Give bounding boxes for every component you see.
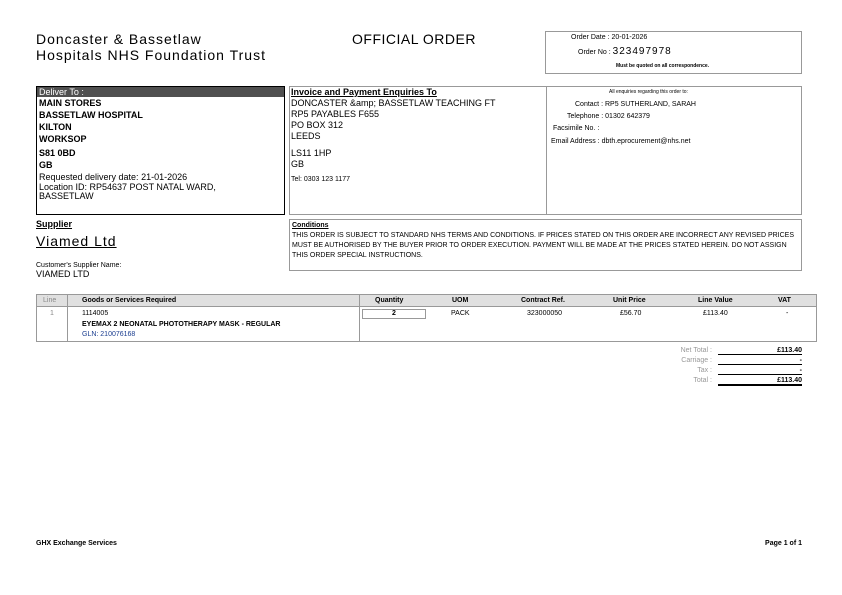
row-line-number: 1 <box>50 310 54 317</box>
row-contract-ref: 323000050 <box>527 310 563 317</box>
supplier-label: Supplier <box>36 219 73 229</box>
net-total-row <box>640 347 802 357</box>
order-details-box <box>545 31 802 74</box>
row-description: EYEMAX 2 NEONATAL PHOTOTHERAPY MASK - REGULAR <box>82 321 281 328</box>
conditions-box <box>289 219 802 271</box>
trust-name-line1: Doncaster & Bassetlaw <box>36 31 202 47</box>
deliver-line: WORKSOP <box>39 134 87 144</box>
order-items-table <box>36 294 817 342</box>
tax-row <box>640 367 802 377</box>
invoice-postcode: LS11 1HP <box>291 148 332 158</box>
row-unit-price: £56.70 <box>620 310 642 317</box>
footer-provider: GHX Exchange Services <box>36 540 117 547</box>
invoice-telephone: Tel: 0303 123 1177 <box>291 176 351 183</box>
invoice-line: PO BOX 312 <box>291 120 344 130</box>
order-number-label: Order No : <box>578 49 611 56</box>
carriage-row <box>640 357 802 367</box>
deliver-line: S81 0BD <box>39 148 76 158</box>
requested-delivery-date: Requested delivery date: 21-01-2026 <box>39 172 188 182</box>
totals-block <box>640 347 802 387</box>
column-divider <box>67 295 68 341</box>
deliver-line: KILTON <box>39 122 72 132</box>
customer-supplier-label: Customer's Supplier Name: <box>36 262 122 269</box>
header-line: Line <box>43 297 57 304</box>
fax-label: Facsimile No. : <box>553 125 600 132</box>
row-uom: PACK <box>451 310 470 317</box>
invoice-line: RP5 PAYABLES F655 <box>291 109 380 119</box>
quote-note: Must be quoted on all correspondence. <box>616 63 710 69</box>
order-date-row <box>571 34 647 41</box>
location-id: Location ID: RP54637 POST NATAL WARD, <box>39 182 216 192</box>
invoice-line: DONCASTER &amp; BASSETLAW TEACHING FT <box>291 98 496 108</box>
location-id-cont: BASSETLAW <box>39 191 94 201</box>
deliver-line: MAIN STORES <box>39 98 102 108</box>
trust-name-line2: Hospitals NHS Foundation Trust <box>36 47 266 63</box>
supplier-name: Viamed Ltd <box>36 233 117 249</box>
deliver-to-heading: Deliver To : <box>37 87 284 97</box>
invoice-country: GB <box>291 159 305 169</box>
net-total-label: Net Total : <box>680 347 712 354</box>
contact-value: RP5 SUTHERLAND, SARAH <box>604 101 696 108</box>
header-quantity: Quantity <box>375 297 404 304</box>
invoice-heading: Invoice and Payment Enquiries To <box>291 87 437 97</box>
enquiries-heading: All enquiries regarding this order to: <box>609 89 688 95</box>
invoice-enquiries-box <box>289 86 802 215</box>
email-value: dbth.eprocurement@nhs.net <box>601 138 691 145</box>
email-row <box>551 138 690 145</box>
email-label: Email Address : <box>551 138 600 145</box>
row-item-code: 1114005 <box>82 310 109 317</box>
conditions-heading: Conditions <box>292 222 329 229</box>
header-contract-ref: Contract Ref. <box>521 297 565 304</box>
order-date-value: 20-01-2026 <box>611 34 648 41</box>
contact-row <box>575 101 696 108</box>
deliver-to-box <box>36 86 285 215</box>
header-vat: VAT <box>778 297 791 304</box>
invoice-line: LEEDS <box>291 131 321 141</box>
total-row <box>640 377 802 387</box>
telephone-label: Telephone : <box>567 113 604 120</box>
conditions-text: THIS ORDER IS SUBJECT TO STANDARD NHS TERMS AND CONDITIONS. IF PRICES STATED ON THIS ORDER ARE INCORRECT ANY REVISED PRICES MUST BE AUTHORISED BY THE BUYER PRIOR TO ORDER EXECUTION. PAYMENT WILL BE MADE AT THE PRICES STATED HEREIN. DO NOT ASSIGN THIS ORDER SPECIAL INSTRUCTIONS. <box>292 232 795 259</box>
deliver-line: BASSETLAW HOSPITAL <box>39 110 143 120</box>
page-number: Page 1 of 1 <box>765 540 802 547</box>
order-number-value: 323497978 <box>612 46 672 57</box>
header-line-value: Line Value <box>698 297 733 304</box>
fax-row <box>553 125 599 132</box>
table-header <box>37 295 816 307</box>
row-gln: GLN: 210076168 <box>82 331 136 338</box>
column-divider <box>359 295 360 341</box>
document-title: OFFICIAL ORDER <box>352 31 476 47</box>
order-number-row <box>578 46 672 57</box>
row-line-value: £113.40 <box>703 310 728 317</box>
invoice-divider <box>546 87 547 214</box>
row-quantity: 2 <box>362 309 426 319</box>
trust-name <box>36 31 266 63</box>
order-date-label: Order Date : <box>571 34 610 41</box>
telephone-row <box>567 113 650 120</box>
contact-label: Contact : <box>575 101 604 108</box>
net-total-value: £113.40 <box>718 347 802 355</box>
invoice-address <box>291 87 546 185</box>
tax-label: Tax : <box>697 367 712 374</box>
carriage-value: - <box>718 357 802 365</box>
row-vat: - <box>786 310 789 317</box>
total-label: Total : <box>693 377 712 384</box>
deliver-line: GB <box>39 160 53 170</box>
header-goods: Goods or Services Required <box>82 297 177 304</box>
telephone-value: 01302 642379 <box>605 113 650 120</box>
deliver-to-address <box>37 97 284 201</box>
header-uom: UOM <box>452 297 469 304</box>
header-unit-price: Unit Price <box>613 297 646 304</box>
total-value: £113.40 <box>718 377 802 386</box>
carriage-label: Carriage : <box>681 357 712 364</box>
tax-value: - <box>718 367 802 375</box>
customer-supplier-name: VIAMED LTD <box>36 269 90 279</box>
